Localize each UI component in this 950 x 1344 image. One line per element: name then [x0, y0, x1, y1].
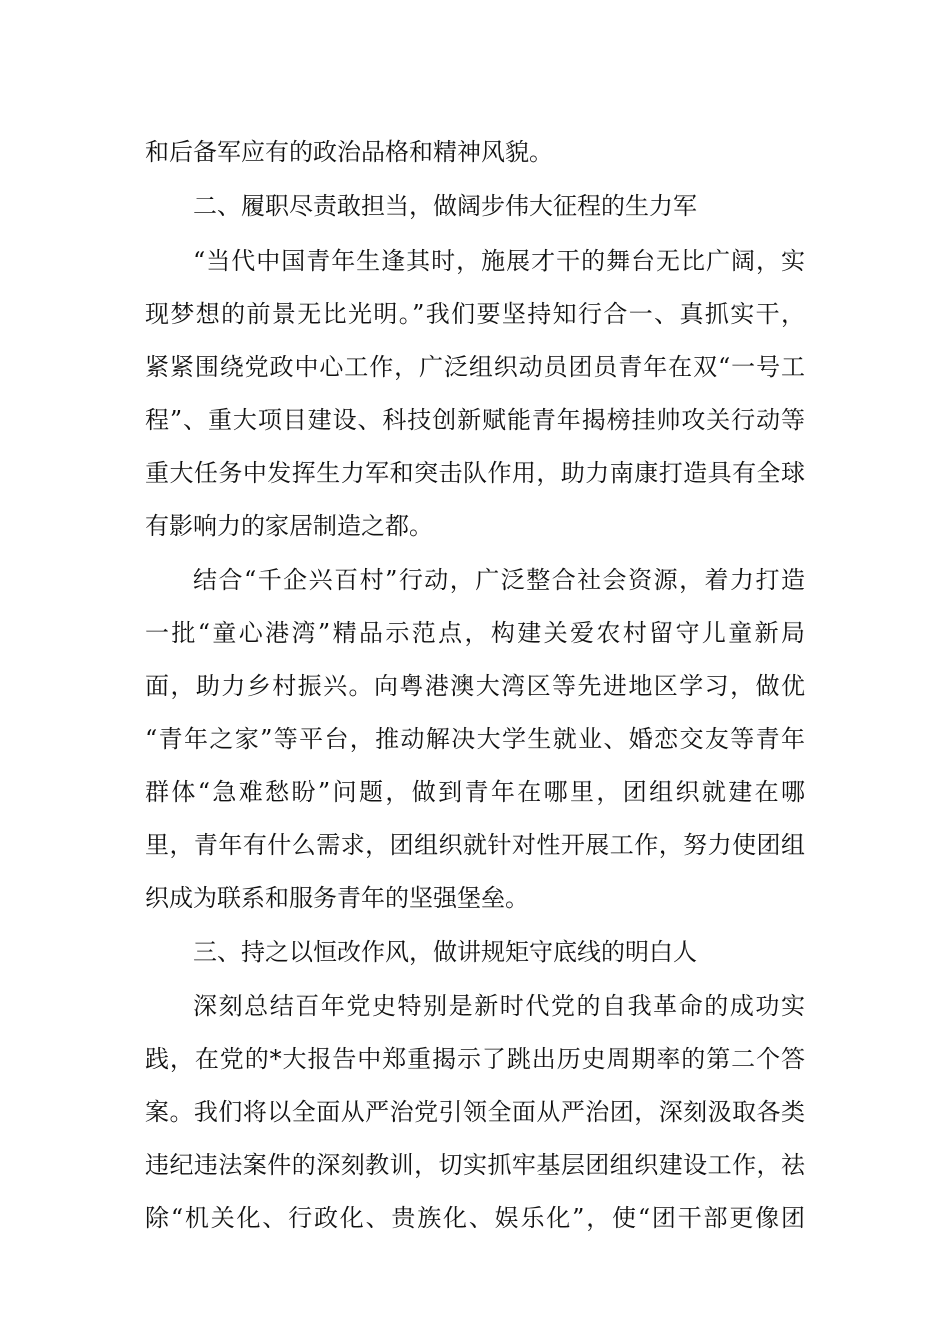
paragraph-line: 织成为联系和服务青年的坚强堡垒。 [145, 884, 529, 912]
paragraph-line: 除“机关化、行政化、贵族化、娱乐化”，使“团干部更像团 [145, 1204, 805, 1232]
paragraph-line: 里，青年有什么需求，团组织就针对性开展工作，努力使团组 [145, 831, 805, 859]
section-heading-2: 二、履职尽责敢担当，做阔步伟大征程的生力军 [193, 192, 697, 220]
paragraph-line: 有影响力的家居制造之都。 [145, 512, 433, 540]
paragraph-line: 面，助力乡村振兴。向粤港澳大湾区等先进地区学习，做优 [145, 672, 805, 700]
paragraph-line: 重大任务中发挥生力军和突击队作用，助力南康打造具有全球 [145, 459, 805, 487]
paragraph-line: 一批“童心港湾”精品示范点，构建关爱农村留守儿童新局 [145, 619, 805, 647]
paragraph-line: 和后备军应有的政治品格和精神风貌。 [145, 138, 553, 166]
paragraph-line: 现梦想的前景无比光明。”我们要坚持知行合一、真抓实干， [145, 300, 805, 328]
paragraph-line: 紧紧围绕党政中心工作，广泛组织动员团员青年在双“一号工 [145, 353, 805, 381]
paragraph-line: 程”、重大项目建设、科技创新赋能青年揭榜挂帅攻关行动等 [145, 406, 805, 434]
paragraph-line: 深刻总结百年党史特别是新时代党的自我革命的成功实 [193, 992, 805, 1020]
paragraph-line: 群体“急难愁盼”问题，做到青年在哪里，团组织就建在哪 [145, 778, 805, 806]
paragraph-line: 案。我们将以全面从严治党引领全面从严治团，深刻汲取各类 [145, 1098, 805, 1126]
paragraph-line: 违纪违法案件的深刻教训，切实抓牢基层团组织建设工作，祛 [145, 1151, 805, 1179]
paragraph-line: 结合“千企兴百村”行动，广泛整合社会资源，着力打造 [193, 566, 805, 594]
paragraph-line: 践，在党的*大报告中郑重揭示了跳出历史周期率的第二个答 [145, 1045, 805, 1073]
section-heading-3: 三、持之以恒改作风，做讲规矩守底线的明白人 [193, 938, 697, 966]
paragraph-line: “当代中国青年生逢其时，施展才干的舞台无比广阔，实 [193, 247, 805, 275]
paragraph-line: “青年之家”等平台，推动解决大学生就业、婚恋交友等青年 [145, 725, 805, 753]
